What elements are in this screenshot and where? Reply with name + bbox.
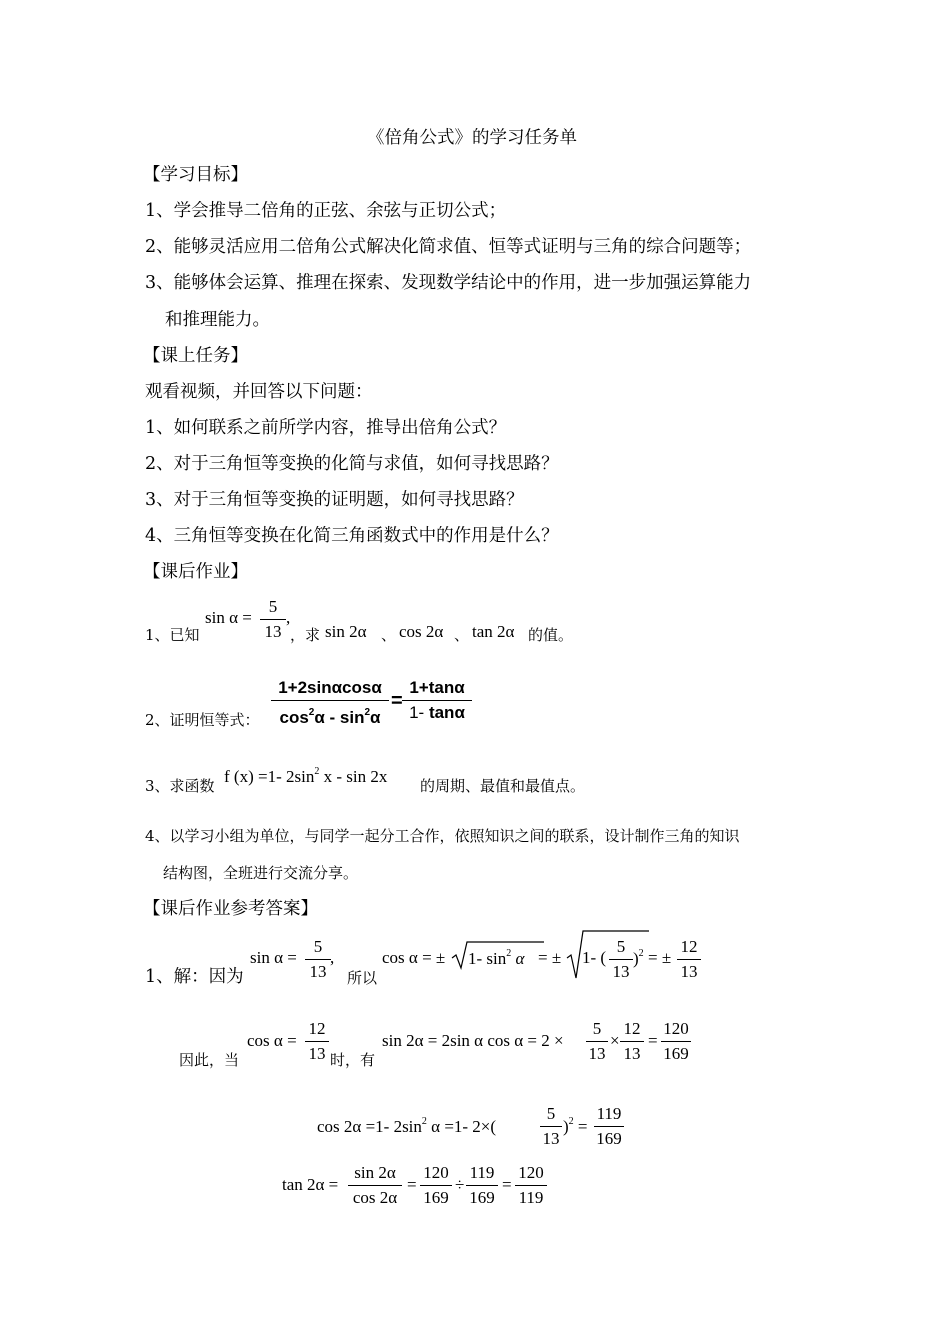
goal-item: 3、能够体会运算、推理在探索、发现数学结论中的作用，进一步加强运算能力 <box>145 273 752 293</box>
denominator: 13 <box>612 962 630 981</box>
a1-cos-alpha: cos α = ± <box>382 948 446 967</box>
goal-item-continued: 和推理能力。 <box>165 310 270 330</box>
a1-eq-pm-2: = ± <box>648 948 672 967</box>
fraction-5-13 <box>609 935 633 984</box>
homework-q4-line2: 结构图，全班进行交流分享。 <box>163 864 359 882</box>
a4-equals: = <box>407 1175 417 1194</box>
numerator: 5 <box>268 597 278 616</box>
q3-function: f (x) =1- $2\sin^2$ x - sin 2x <box>224 766 388 786</box>
a4-divide: ÷ <box>455 1175 465 1194</box>
denominator: 13 <box>264 622 282 641</box>
a2-prefix: 因此，当 <box>179 1051 240 1069</box>
fraction-12-13 <box>677 935 701 984</box>
q3-suffix: 的周期、最值和最值点。 <box>420 777 586 795</box>
a3-close: )$^2$ = <box>563 1116 588 1136</box>
numerator: 119 <box>596 1104 622 1123</box>
fraction-5-13 <box>305 935 331 984</box>
fraction-120-169 <box>420 1161 452 1210</box>
denominator: 1- tanα <box>409 703 465 722</box>
denominator: 169 <box>423 1188 449 1207</box>
a2-expr: sin 2α = 2sin α cos α = 2 × <box>382 1031 564 1050</box>
task-item: 4、三角恒等变换在化简三角函数式中的作用是什么？ <box>145 526 559 546</box>
a4-equals-2: = <box>502 1175 512 1194</box>
q2-equals: = <box>391 690 403 712</box>
numerator: 12 <box>623 1019 641 1038</box>
denominator: 169 <box>663 1044 689 1063</box>
q1-sep: 、 <box>381 626 397 644</box>
denominator: 169 <box>596 1129 622 1148</box>
a1-close-paren: )$^2$ <box>633 948 644 968</box>
class-tasks-heading: 【课上任务】 <box>143 346 248 366</box>
denominator: 13 <box>623 1044 641 1063</box>
numerator: 5 <box>616 937 626 956</box>
q1-sin-alpha: sin α = <box>205 608 252 627</box>
numerator: 12 <box>308 1019 326 1038</box>
a1-so: 所以 <box>347 969 378 987</box>
numerator: 120 <box>423 1163 449 1182</box>
fraction-5-13 <box>586 1017 608 1066</box>
numerator: 5 <box>313 937 323 956</box>
fraction-5-13 <box>260 595 286 644</box>
q2-lhs-fraction <box>271 676 389 730</box>
denominator: 13 <box>680 962 698 981</box>
task-item: 3、对于三角恒等变换的证明题，如何寻找思路？ <box>145 490 524 510</box>
q3-prefix: 3、求函数 <box>145 777 215 795</box>
q1-mid: ，求 <box>290 626 321 644</box>
fraction-119-169 <box>466 1161 498 1210</box>
denominator: 13 <box>309 962 327 981</box>
numerator: 1+2sinαcosα <box>278 678 382 697</box>
a2-when: 时，有 <box>330 1051 376 1069</box>
q2-rhs-fraction <box>402 676 472 725</box>
fraction-sin-over-cos <box>348 1161 402 1210</box>
fraction-120-169 <box>661 1017 691 1066</box>
numerator: 5 <box>592 1019 602 1038</box>
homework-heading: 【课后作业】 <box>143 562 248 582</box>
numerator: 1+tanα <box>409 678 465 697</box>
task-item: 2、对于三角恒等变换的化简与求值，如何寻找思路？ <box>145 454 559 474</box>
a2-times: × <box>610 1031 620 1050</box>
q1-comma: , <box>286 608 291 627</box>
numerator: 5 <box>546 1104 556 1123</box>
fraction-12-13 <box>305 1017 329 1066</box>
q1-sin2a: sin 2α <box>325 622 367 641</box>
answers-heading: 【课后作业参考答案】 <box>143 899 318 919</box>
a4-lhs: tan 2α = <box>282 1175 339 1194</box>
a1-comma: , <box>330 948 335 967</box>
a1-radicand: 1- $\sin^2 \alpha$ <box>468 948 525 968</box>
denominator: $\cos^2\alpha - \sin^2\alpha$ <box>279 707 381 727</box>
a1-eq-pm: = ± <box>538 948 562 967</box>
fraction-119-169 <box>594 1102 624 1151</box>
task-item: 1、如何联系之前所学内容，推导出倍角公式？ <box>145 418 507 438</box>
page-title: 《倍角公式》的学习任务单 <box>367 128 577 148</box>
a1-radicand-2: 1- ( <box>582 948 607 967</box>
fraction-120-119 <box>515 1161 547 1210</box>
numerator: 120 <box>663 1019 689 1038</box>
goal-item: 1、学会推导二倍角的正弦、余弦与正切公式； <box>145 201 507 221</box>
denominator: 119 <box>518 1188 544 1207</box>
goal-item: 2、能够灵活应用二倍角公式解决化简求值、恒等式证明与三角的综合问题等； <box>145 237 752 257</box>
q1-suffix: 的值。 <box>528 626 574 644</box>
denominator: 13 <box>542 1129 560 1148</box>
numerator: 120 <box>518 1163 544 1182</box>
denominator: 169 <box>469 1188 495 1207</box>
class-tasks-intro: 观看视频，并回答以下问题： <box>145 382 373 402</box>
numerator: 119 <box>469 1163 495 1182</box>
q2-prefix: 2、证明恒等式： <box>145 711 260 729</box>
q1-sep: 、 <box>454 626 470 644</box>
fraction-12-13 <box>620 1017 644 1066</box>
q1-tan2a: tan 2α <box>472 622 515 641</box>
q1-cos2a: cos 2α <box>399 622 444 641</box>
denominator: cos 2α <box>352 1188 398 1207</box>
a2-cos-alpha: cos α = <box>247 1031 297 1050</box>
numerator: 12 <box>680 937 698 956</box>
a1-sin-alpha: sin α = <box>250 948 297 967</box>
q1-prefix: 1、已知 <box>145 626 200 644</box>
a3-expr: cos 2α =1- $2\sin^2$ α =1- 2×( <box>317 1116 497 1136</box>
homework-q4-line1: 4、以学习小组为单位，与同学一起分工合作，依照知识之间的联系，设计制作三角的知识 <box>145 827 740 845</box>
denominator: 13 <box>308 1044 326 1063</box>
numerator: sin 2α <box>354 1163 396 1182</box>
denominator: 13 <box>588 1044 606 1063</box>
goals-heading: 【学习目标】 <box>143 165 248 185</box>
a2-equals: = <box>648 1031 658 1050</box>
fraction-5-13 <box>540 1102 562 1151</box>
a1-prefix: 1、解：因为 <box>145 967 244 987</box>
